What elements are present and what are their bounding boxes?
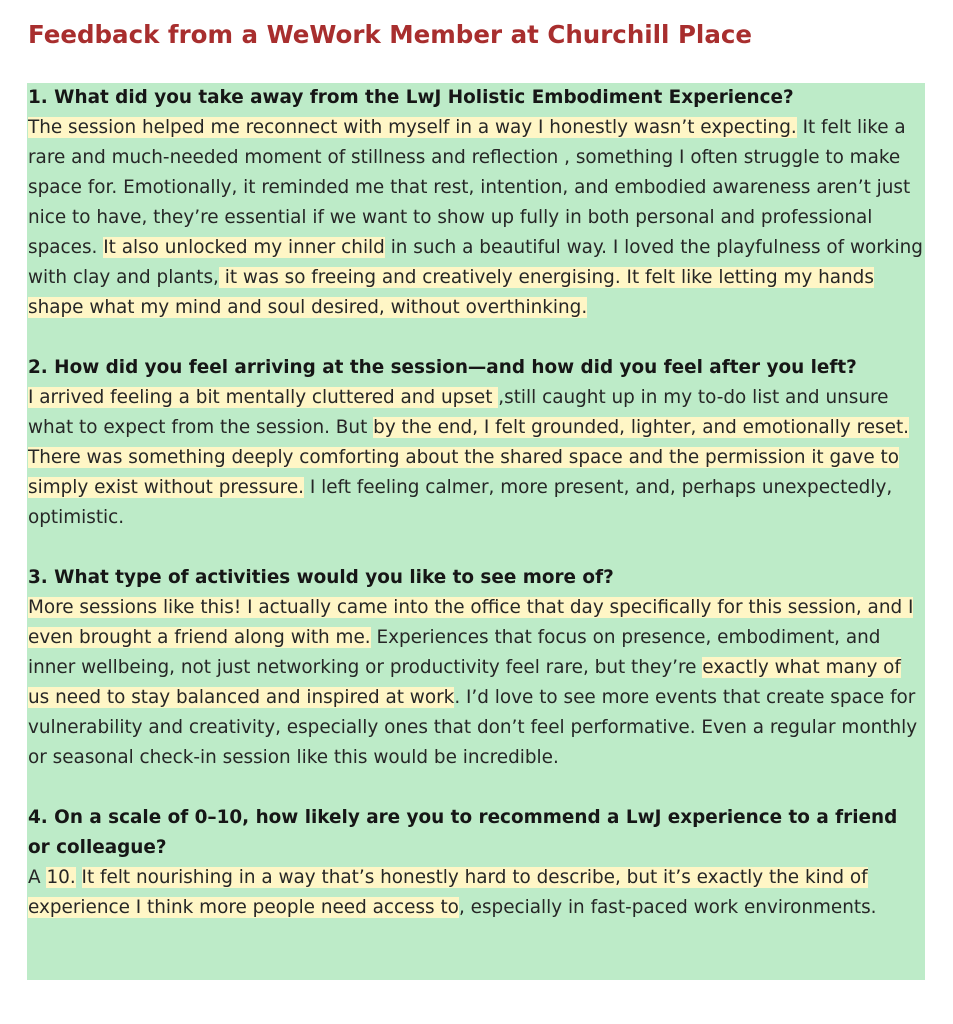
answer-4-segment: It felt nourishing in a way that’s honestly hard to describe, but it’s exactly the kind of experience I think more people need access to [28,867,868,918]
answer-1-segment: it was so freeing and creatively energising. It felt like letting my hands shape what my mind and soul desired, without overthinking. [28,267,874,318]
qa-block-4 [27,803,925,923]
question-1: 1. What did you take away from the LwJ Holistic Embodiment Experience? [28,87,794,108]
answer-1-segment: in such a beautiful way. I loved the playfulness of working with clay and plants, [28,237,923,288]
answer-2-segment: ,still caught up in my to-do list and unsure what to expect from the session. But [28,387,889,438]
answer-3-segment: . I’d love to see more events that create space for vulnerability and creativity, especially ones that don’t feel performative. Even a regular monthly or seasonal check-in session like this would be incredible. [28,687,918,768]
answer-1 [27,113,925,323]
answer-2-segment: by the end, I felt grounded, lighter, and emotionally reset. There was something deeply comforting about the shared space and the permission it gave to simply exist without pressure. [28,417,910,498]
question-3: 3. What type of activities would you like to see more of? [28,567,614,588]
answer-4 [27,863,925,923]
qa-block-2 [27,353,925,533]
answer-3-segment: Experiences that focus on presence, embodiment, and inner wellbeing, not just networking or productivity feel rare, but they’re [28,627,881,678]
answer-2-segment: I arrived feeling a bit mentally cluttered and upset [28,387,499,408]
answer-1-segment: The session helped me reconnect with myself in a way I honestly wasn’t expecting. [28,117,797,138]
answer-3-segment: More sessions like this! I actually came into the office that day specifically for this session, and I even brought a friend along with me. [28,597,914,648]
feedback-panel [27,83,925,980]
answer-2 [27,383,925,533]
answer-4-segment: 10. [46,867,76,888]
answer-3-segment: exactly what many of us need to stay balanced and inspired at work [28,657,901,708]
qa-block-3 [27,563,925,773]
question-2: 2. How did you feel arriving at the session—and how did you feel after you left? [28,357,857,378]
answer-1-segment: It felt like a rare and much-needed moment of stillness and reflection , something I often struggle to make space for. Emotionally, it reminded me that rest, intention, and embodied awareness aren’t just nice to have, they’re essential if we want to show up fully in both personal and professional spaces. [28,117,911,258]
page-title: Feedback from a WeWork Member at Churchill Place [28,20,753,49]
answer-1-segment: It also unlocked my inner child [103,237,385,258]
answer-3 [27,593,925,773]
answer-4-segment: , especially in fast-paced work environments. [458,897,877,918]
qa-block-1 [27,83,925,323]
question-4: 4. On a scale of 0–10, how likely are you to recommend a LwJ experience to a friend or colleague? [28,807,898,858]
answer-4-segment: A [28,867,47,888]
answer-4-segment [76,867,82,888]
answer-2-segment: I left feeling calmer, more present, and, perhaps unexpectedly, optimistic. [28,477,893,528]
